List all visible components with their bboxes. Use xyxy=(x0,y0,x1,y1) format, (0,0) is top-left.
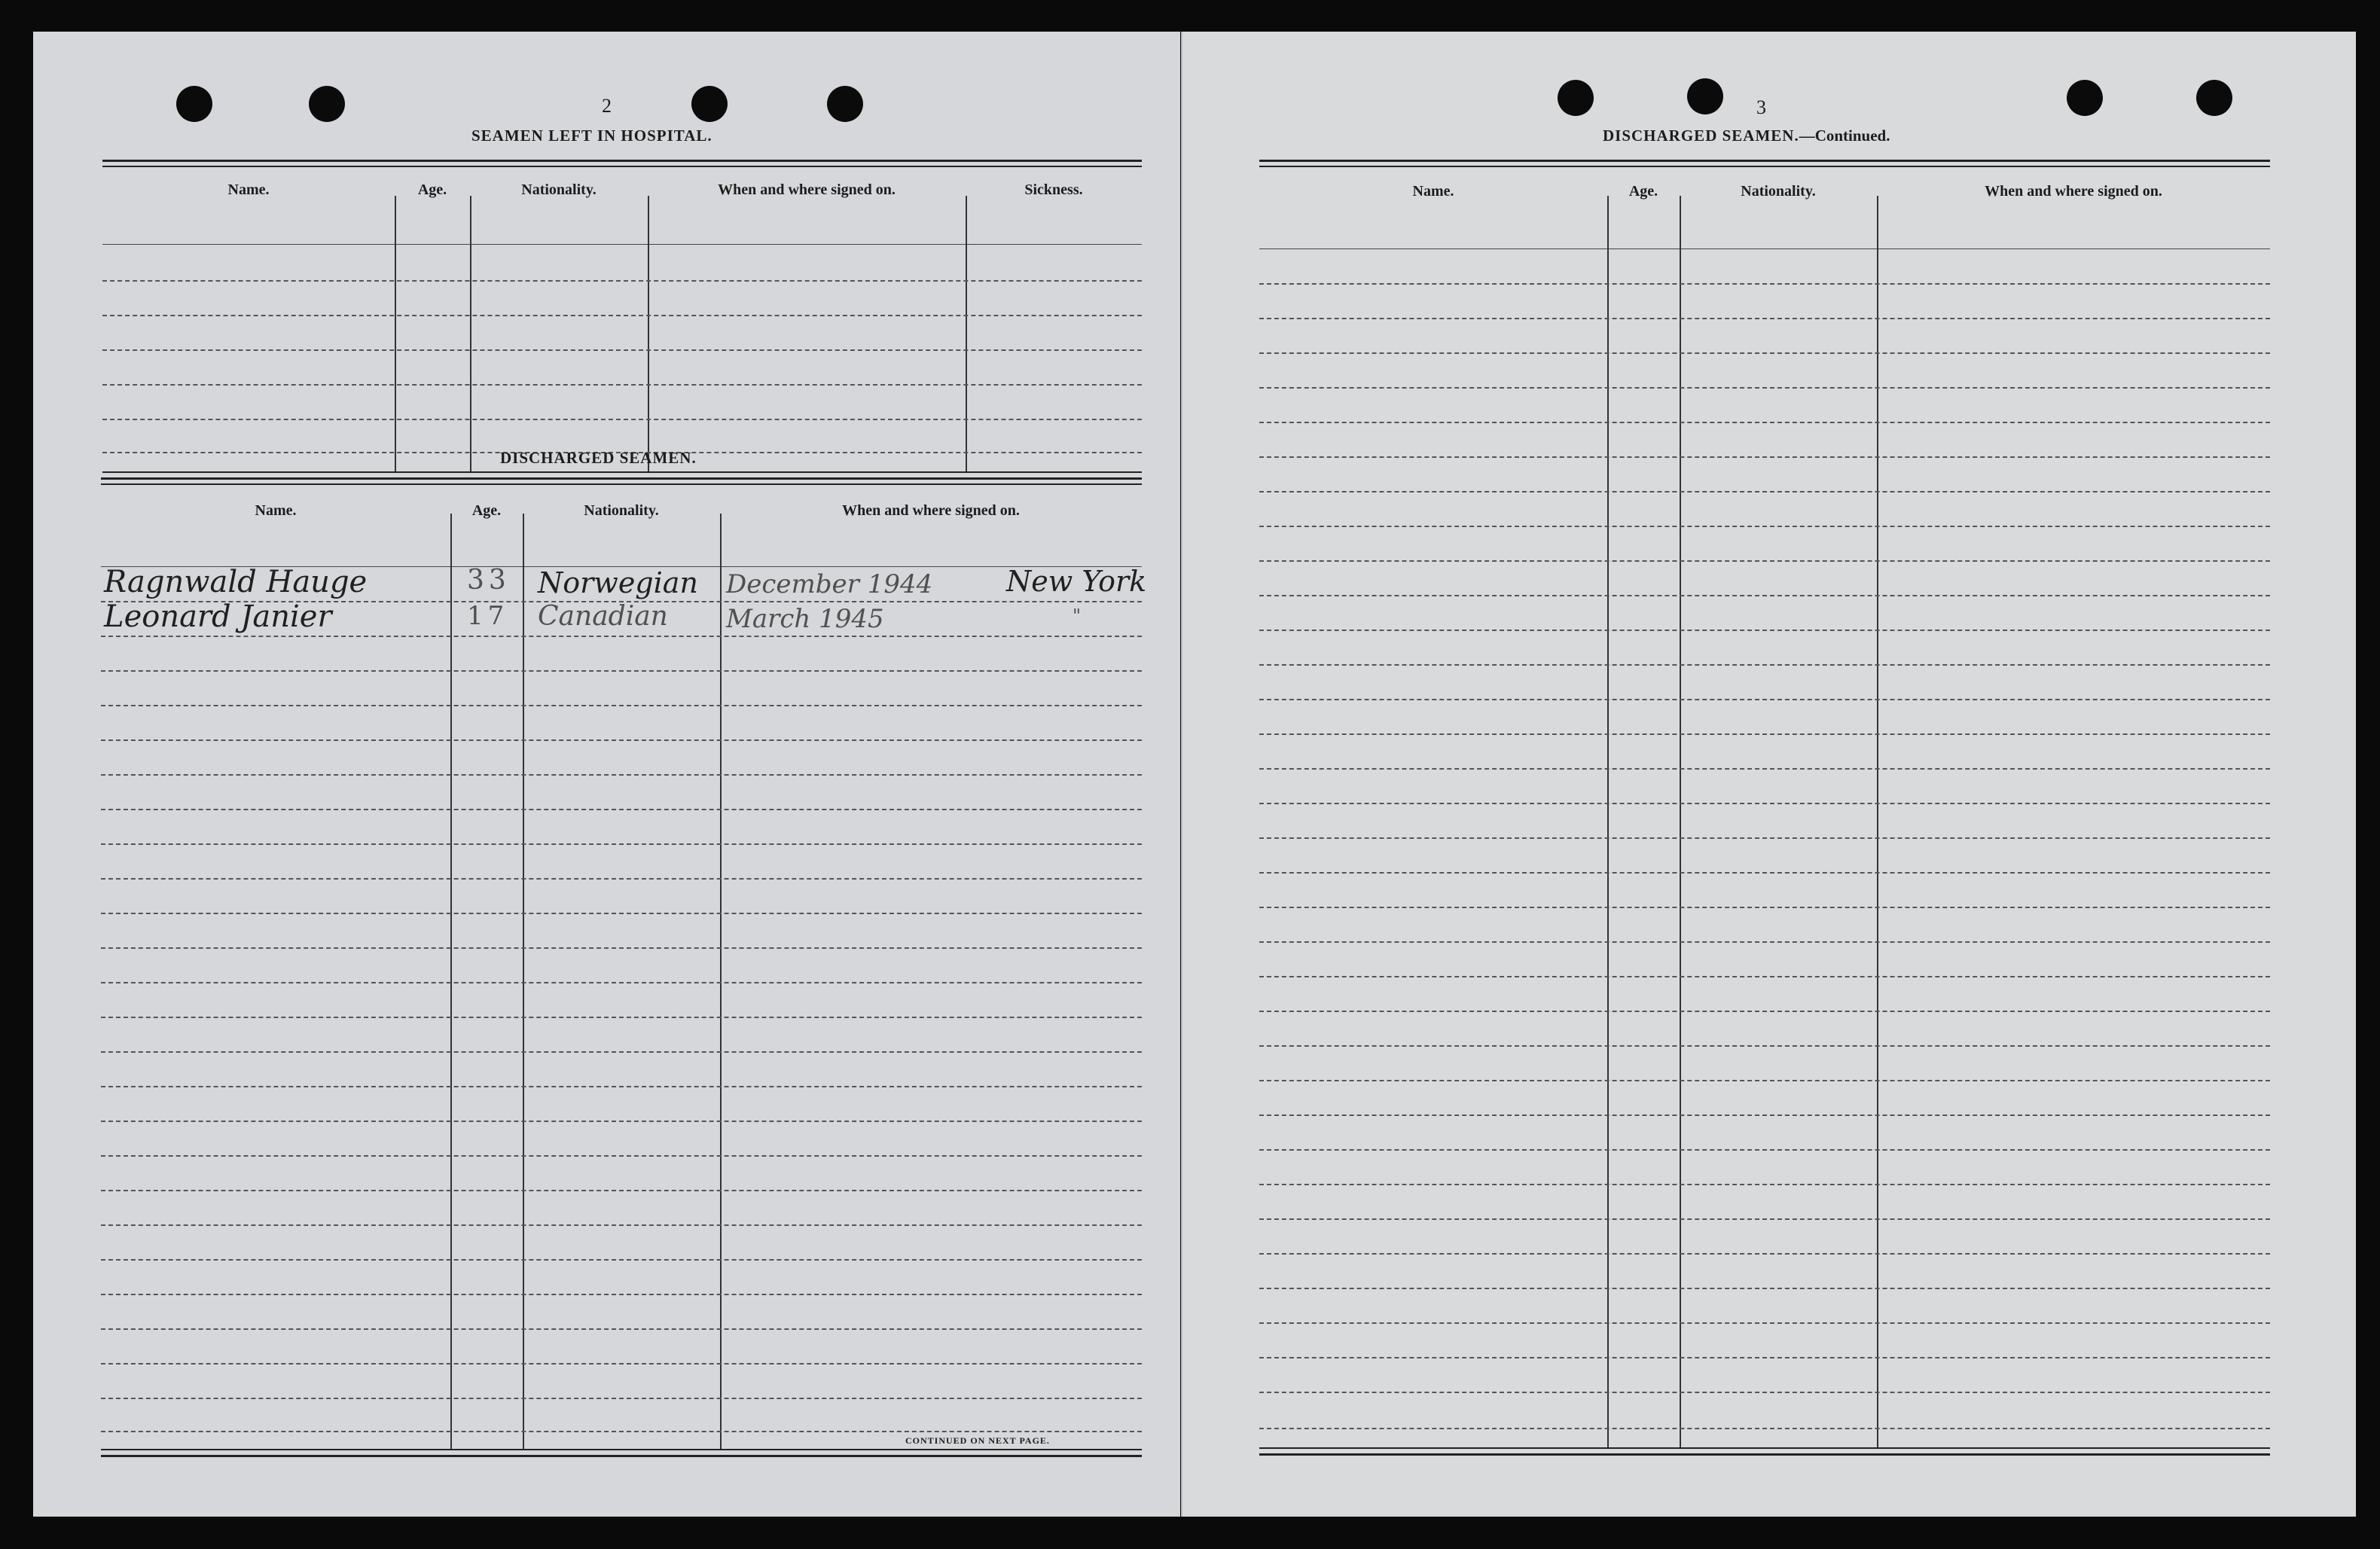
binder-hole xyxy=(309,86,345,122)
column-header: Name. xyxy=(255,502,297,519)
seaman-name: Leonard Janier xyxy=(104,599,332,634)
signed-on-date: December 1944 xyxy=(726,569,933,599)
binder-hole xyxy=(827,86,863,122)
column-header: Nationality. xyxy=(1741,182,1816,200)
column-header: When and where signed on. xyxy=(718,181,896,198)
binder-hole xyxy=(2067,80,2103,116)
seaman-nationality: Canadian xyxy=(538,601,668,632)
title-main: DISCHARGED SEAMEN. xyxy=(1603,127,1799,145)
continued-footer: CONTINUED ON NEXT PAGE. xyxy=(905,1435,1050,1446)
discharged-section-title: DISCHARGED SEAMEN. xyxy=(500,449,697,467)
right-page xyxy=(1181,32,2356,1517)
column-header: When and where signed on. xyxy=(842,502,1020,519)
left-page xyxy=(33,32,1180,1517)
signed-on-place: New York xyxy=(1006,565,1147,598)
page-title xyxy=(1603,127,1890,145)
column-header: Nationality. xyxy=(584,502,659,519)
column-header: Sickness. xyxy=(1024,181,1083,198)
title-suffix: —Continued. xyxy=(1799,127,1890,145)
seaman-name: Ragnwald Hauge xyxy=(104,565,368,599)
binder-hole xyxy=(691,86,728,122)
column-header: Age. xyxy=(471,502,502,519)
column-header: Age. xyxy=(1628,182,1658,200)
column-header: Name. xyxy=(227,181,270,198)
seaman-age: 33 xyxy=(467,565,511,596)
discharged-continued-table xyxy=(1259,160,2270,1470)
binder-hole xyxy=(2196,80,2232,116)
seaman-nationality: Norwegian xyxy=(538,566,698,599)
binder-hole xyxy=(1558,80,1594,116)
column-header: Nationality. xyxy=(521,181,597,198)
discharged-table xyxy=(101,477,1147,1471)
page-number: 2 xyxy=(602,95,612,117)
column-header: Age. xyxy=(417,181,447,198)
page-number: 3 xyxy=(1756,96,1766,118)
seaman-age: 17 xyxy=(467,601,509,631)
column-header: When and where signed on. xyxy=(1985,182,2162,200)
hospital-section-title: SEAMEN LEFT IN HOSPITAL. xyxy=(471,127,712,145)
column-header: Name. xyxy=(1412,182,1454,200)
signed-on-date: March 1945 xyxy=(726,604,884,634)
hospital-table xyxy=(102,160,1142,474)
binder-hole xyxy=(1687,78,1723,114)
binder-hole xyxy=(176,86,212,122)
signed-on-place: " xyxy=(1073,605,1082,627)
